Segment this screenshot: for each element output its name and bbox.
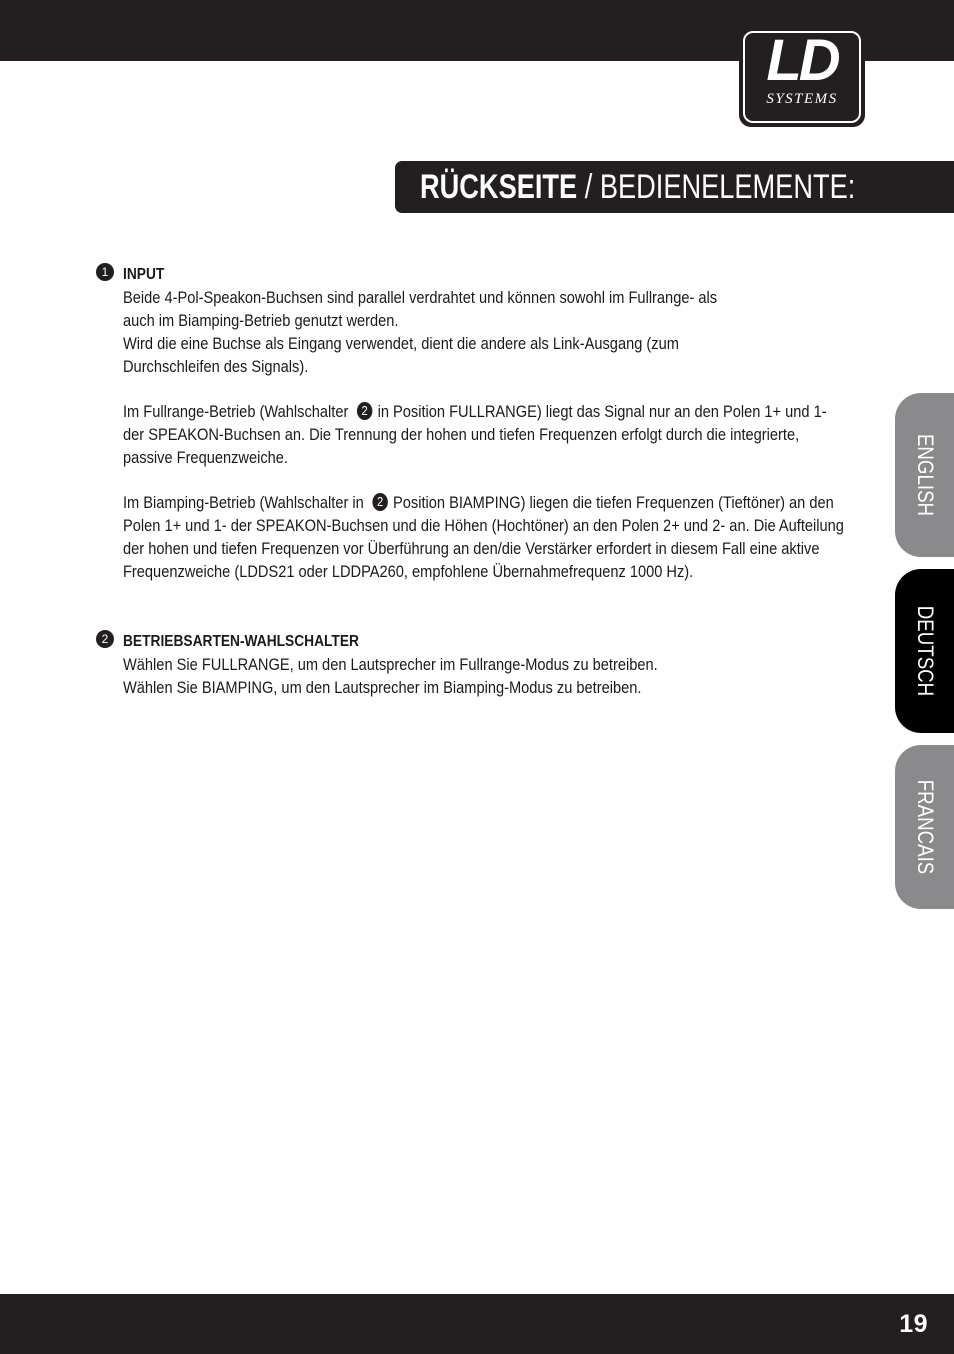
section-heading: INPUT [123,266,165,283]
section-number-badge: 2 [96,630,114,648]
section-content [123,630,845,699]
paragraph-biamping [123,491,845,583]
page-title-bold: RÜCKSEITE [420,168,578,206]
paragraph: Beide 4-Pol-Speakon-Buchsen sind parallel verdrahtet und können sowohl im Fullrange- als auch im Biamping-Betrieb genutzt werden. [123,288,718,330]
title-banner [395,161,954,213]
tab-francais-label: FRANCAIS [912,779,938,875]
tab-francais[interactable] [895,745,954,909]
reference-badge: 2 [357,402,372,420]
paragraph: Wählen Sie BIAMPING, um den Lautsprecher im Biamping-Modus zu betreiben. [123,678,642,697]
paragraph: Wählen Sie FULLRANGE, um den Lautsprecher im Fullrange-Modus zu betreiben. [123,655,658,674]
section-content [123,263,845,583]
footer-bar [0,1294,954,1354]
section-mode-switch [96,630,856,699]
logo-sub-text: SYSTEMS [766,91,838,107]
paragraph-text: in Position FULLRANGE) liegt das Signal nur an den Polen 1+ und 1- der SPEAKON-Buchsen an. Die Trennung der hohen und tiefen Frequenzen erfolgt durch die integrierte, passive Frequenzweiche. [123,402,827,467]
ld-systems-logo [739,27,865,127]
page-title-rest: / BEDIENELEMENTE: [577,168,856,206]
tab-english[interactable] [895,393,954,557]
paragraph-text: Im Biamping-Betrieb (Wahlschalter in [123,493,364,512]
tab-deutsch[interactable] [895,569,954,733]
logo-brand-text: LD [766,28,838,93]
paragraph-text: Position BIAMPING) liegen die tiefen Frequenzen (Tieftöner) an den Polen 1+ und 1- der SPEAKON-Buchsen und die Höhen (Hochtöner) an den Polen 2+ und 2- an. Die Aufteilung der hohen und tiefen Frequenzen vor Überführung an den/die Verstärker erfordert in diesem Fall eine aktive Frequenzweiche (LDDS21 oder LDDPA260, empfohlene Übernahmefrequenz 1000 Hz). [123,493,844,581]
section-number-badge: 1 [96,263,114,281]
paragraph: Wird die eine Buchse als Eingang verwendet, dient die andere als Link-Ausgang (zum Durchschleifen des Signals). [123,334,679,376]
reference-badge: 2 [372,493,387,511]
section-heading: BETRIEBSARTEN-WAHLSCHALTER [123,633,359,650]
tab-deutsch-label: DEUTSCH [912,605,938,697]
paragraph-text: Im Fullrange-Betrieb (Wahlschalter [123,402,349,421]
page-number: 19 [899,1310,928,1338]
page-title [420,169,855,205]
tab-english-label: ENGLISH [912,433,938,517]
section-input [96,263,856,583]
paragraph-fullrange [123,400,845,469]
